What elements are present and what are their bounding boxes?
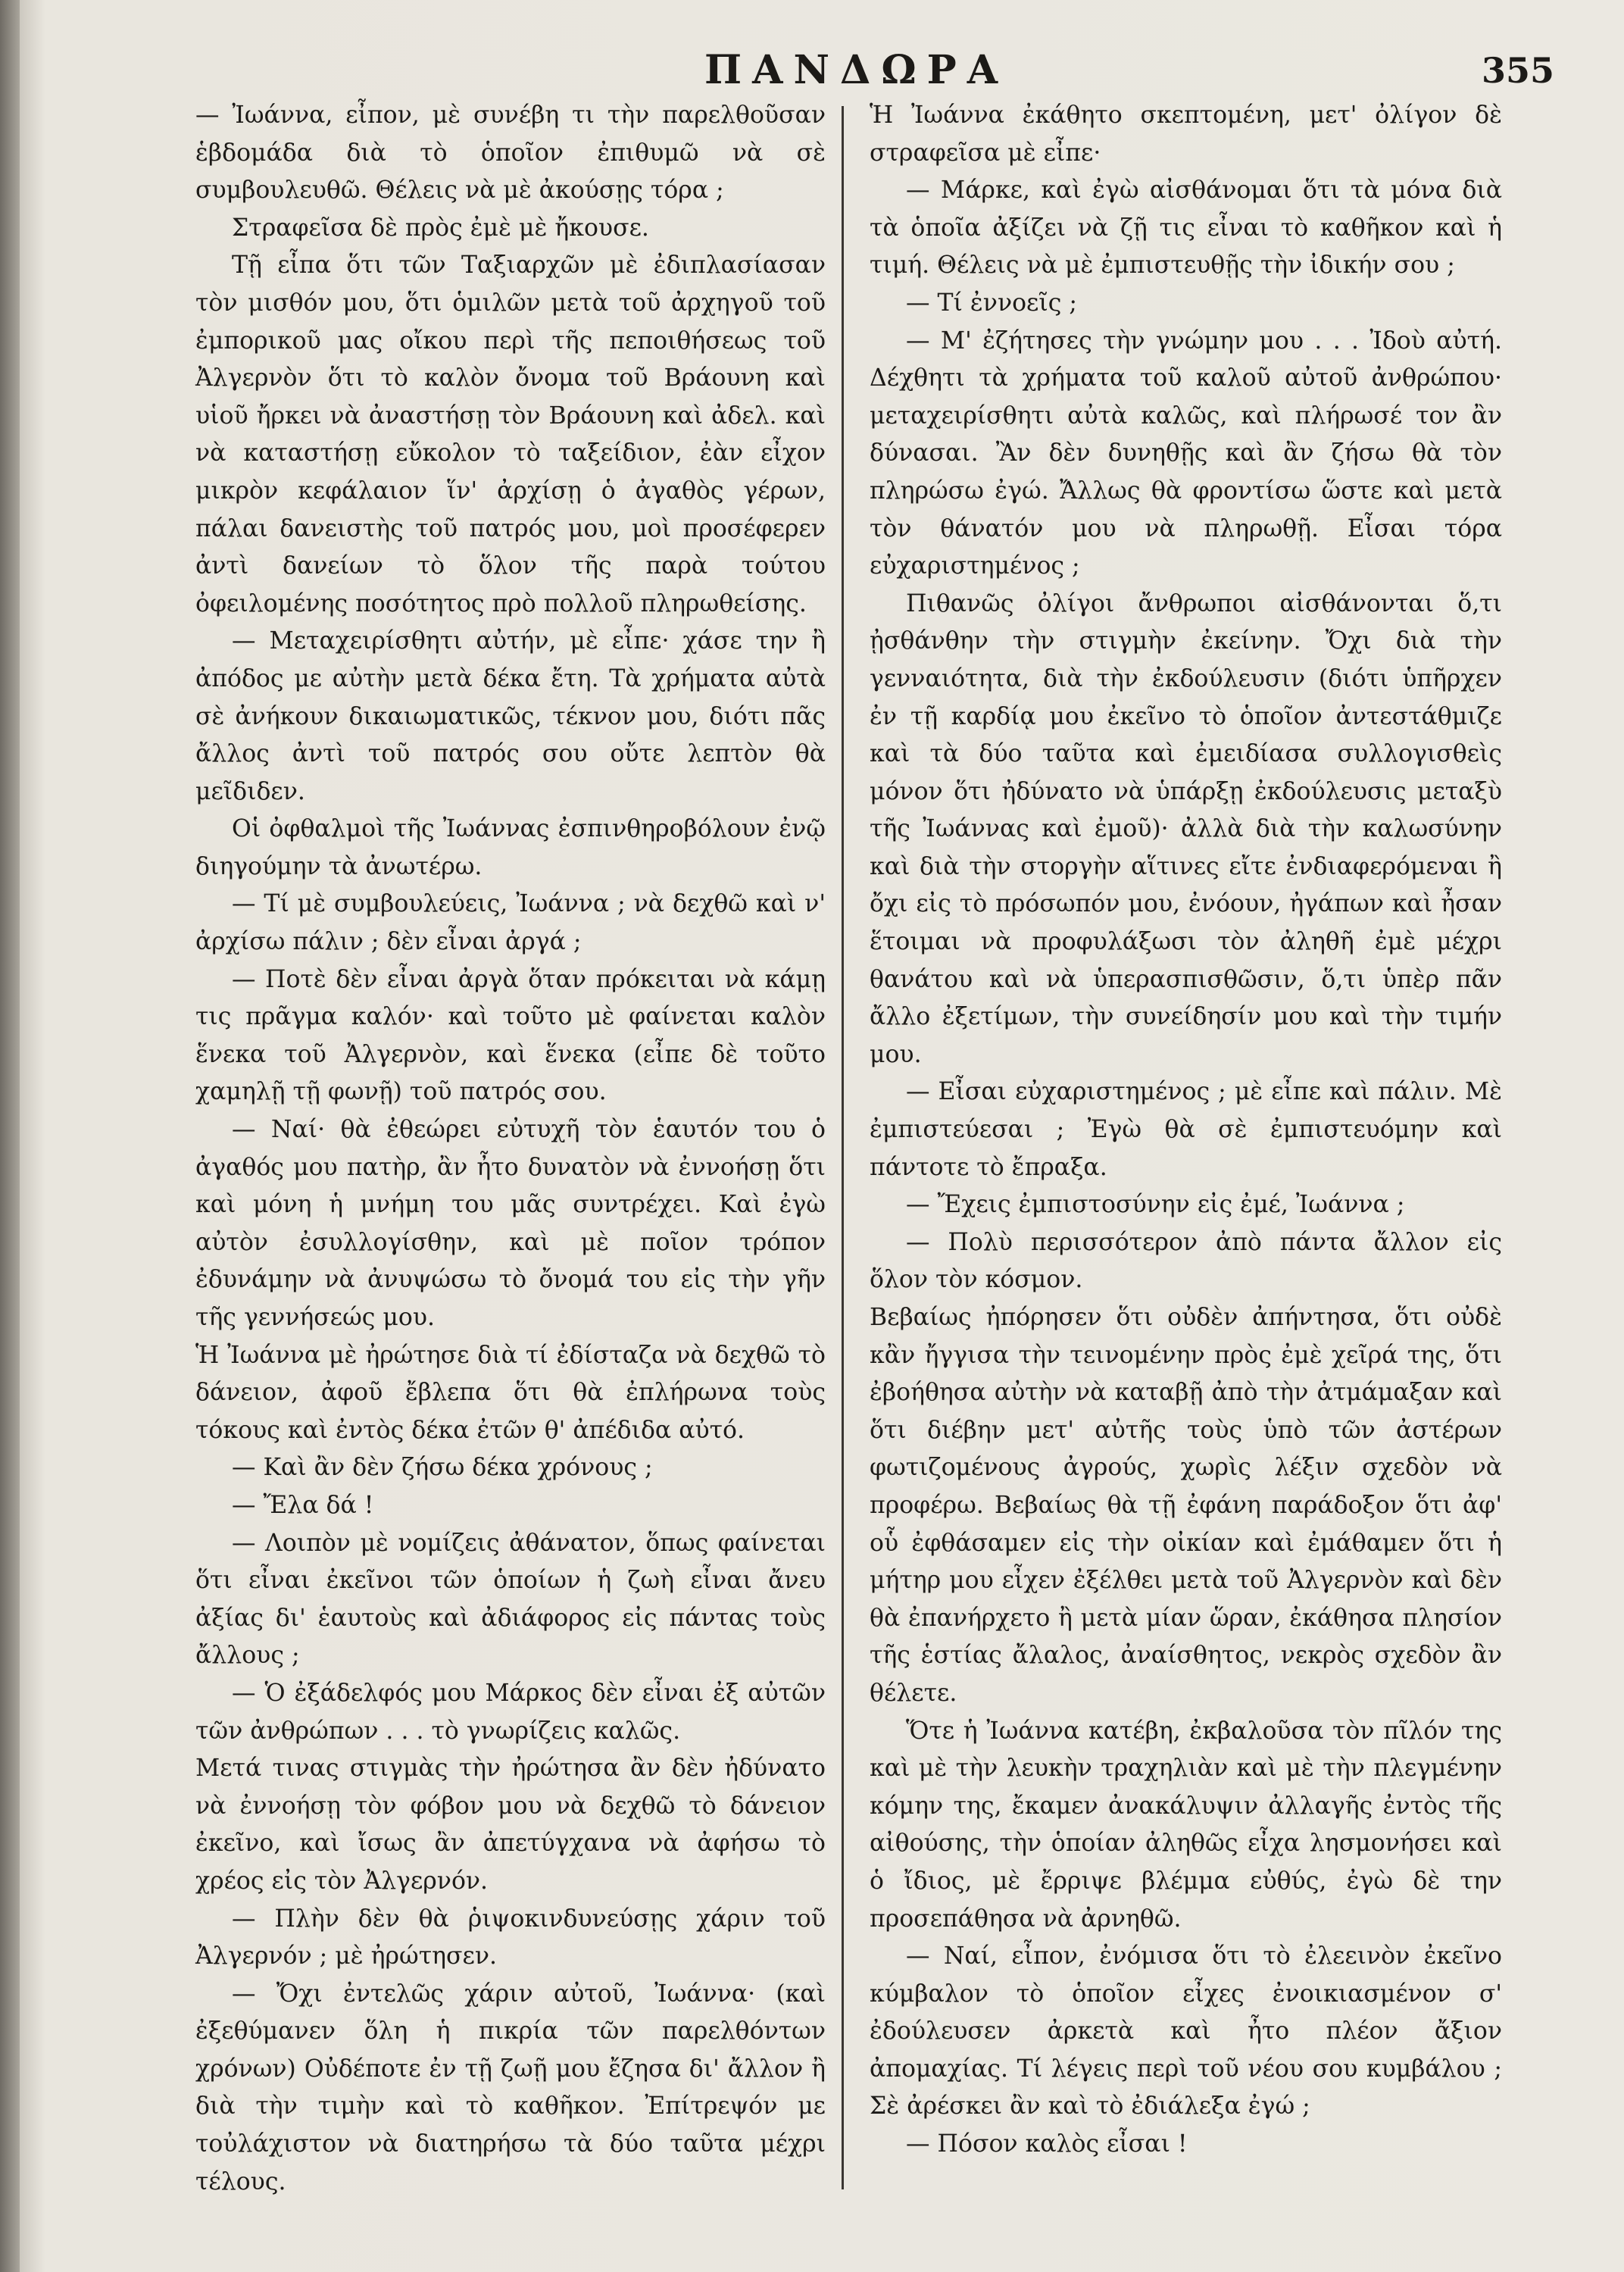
- paragraph: — Ὁ ἐξάδελφός μου Μάρκος δὲν εἶναι ἐξ αὐτῶν τῶν ἀνθρώπων . . . τὸ γνωρίζεις καλῶς.: [195, 1679, 826, 1745]
- paragraph: — Τί ἐννοεῖς ;: [906, 289, 1077, 317]
- paragraph: — Ναί, εἶπον, ἐνόμισα ὅτι τὸ ἐλεεινὸν ἐκεῖνο κύμβαλον τὸ ὁποῖον εἶχες ἐνοικιασμένον σ' ἐδούλευσεν ἀρκετὰ καὶ ἦτο πλέον ἄξιον ἀπομαχίας. Τί λέγεις περὶ τοῦ νέου σου κυμβάλου ; Σὲ ἀρέσκει ἂν καὶ τὸ ἐδιάλεξα ἐγώ ;: [870, 1942, 1502, 2120]
- paragraph: Στραφεῖσα δὲ πρὸς ἐμὲ μὲ ἤκουσε.: [232, 214, 649, 242]
- column-divider: [842, 106, 844, 2189]
- paragraph: Ἡ Ἰωάννα μὲ ἠρώτησε διὰ τί ἐδίσταζα νὰ δεχθῶ τὸ δάνειον, ἀφοῦ ἔβλεπα ὅτι θὰ ἐπλήρωνα τοὺς τόκους καὶ ἐντὸς δέκα ἐτῶν θ' ἀπέδιδα αὐτό.: [195, 1341, 826, 1444]
- right-column: [870, 97, 1502, 2233]
- paragraph: — Πόσον καλὸς εἶσαι !: [906, 2130, 1188, 2158]
- paragraph: Ὅτε ἡ Ἰωάννα κατέβη, ἐκβαλοῦσα τὸν πῖλόν της καὶ μὲ τὴν λευκὴν τραχηλιὰν καὶ μὲ τὴν πλεγμένην κόμην της, ἔκαμεν ἀνακάλυψιν ἀλλαγῆς ἐντὸς τῆς αἰθούσης, τὴν ὁποίαν ἀληθῶς εἶχα λησμονήσει καὶ ὁ ἴδιος, μὲ ἔρριψε βλέμμα εὐθύς, ἐγὼ δὲ την προσεπάθησα νὰ ἀρνηθῶ.: [870, 1717, 1502, 1933]
- paragraph: — Μ' ἐζήτησες τὴν γνώμην μου . . . Ἰδοὺ αὐτή. Δέχθητι τὰ χρήματα τοῦ καλοῦ αὐτοῦ ἀνθρώπου· μεταχειρίσθητι αὐτὰ καλῶς, καὶ πλήρωσέ τον ἂν δύνασαι. Ἂν δὲν δυνηθῇς καὶ ἂν ζήσω θὰ τὸν πληρώσω ἐγώ. Ἄλλως θὰ φροντίσω ὥστε καὶ μετὰ τὸν θάνατόν μου νὰ πληρωθῇ. Εἶσαι τόρα εὐχαριστημένος ;: [870, 327, 1502, 580]
- paragraph: Οἱ ὀφθαλμοὶ τῆς Ἰωάννας ἐσπινθηροβόλουν ἐνῷ διηγούμην τὰ ἀνωτέρω.: [195, 815, 826, 880]
- page-header: [0, 39, 1624, 100]
- paragraph: Πιθανῶς ὀλίγοι ἄνθρωποι αἰσθάνονται ὅ,τι ᾐσθάνθην τὴν στιγμὴν ἐκείνην. Ὄχι διὰ τὴν γενναιότητα, διὰ τὴν ἐκδούλευσιν (διότι ὑπῆρχεν ἐν τῇ καρδίᾳ μου ἐκεῖνο τὸ ὁποῖον ἀντεστάθμιζε καὶ τὰ δύο ταῦτα καὶ ἐμειδίασα συλλογισθεὶς μόνον ὅτι ἠδύνατο νὰ ὑπάρξῃ ἐκδούλευσις μεταξὺ τῆς Ἰωάννας καὶ ἐμοῦ)· ἀλλὰ διὰ τὴν καλωσύνην καὶ διὰ τὴν στοργὴν αἵτινες εἴτε ἐνδιαφερόμεναι ἢ ὄχι εἰς τὸ πρόσωπόν μου, ἐνόουν, ἠγάπων καὶ ἦσαν ἕτοιμαι νὰ προφυλάξωσι τὸν ἀληθῆ ἐμὲ μέχρι θανάτου καὶ νὰ ὑπερασπισθῶσιν, ὅ,τι ὑπὲρ πᾶν ἄλλο ἐξετίμων, τὴν συνείδησίν μου καὶ τὴν τιμήν μου.: [870, 589, 1502, 1068]
- paragraph: Βεβαίως ἠπόρησεν ὅτι οὐδὲν ἀπήντησα, ὅτι οὐδὲ κἂν ἤγγισα τὴν τεινομένην πρὸς ἐμὲ χεῖρά της, ὅτι ἐβοήθησα αὐτὴν νὰ καταβῇ ἀπὸ τὴν ἀτμάμαξαν καὶ ὅτι διέβην μετ' αὐτῆς τοὺς ὑπὸ τῶν ἀστέρων φωτιζομένους ἀγρούς, χωρὶς λέξιν σχεδὸν νὰ προφέρω. Βεβαίως θὰ τῇ ἐφάνη παράδοξον ὅτι ἀφ' οὗ ἐφθάσαμεν εἰς τὴν οἰκίαν καὶ ἐμάθαμεν ὅτι ἡ μήτηρ μου εἶχεν ἐξέλθει μετὰ τοῦ Ἀλγερνὸν καὶ δὲν θὰ ἐπανήρχετο ἢ μετὰ μίαν ὥραν, ἐκάθησα πλησίον τῆς ἑστίας ἄλαλος, ἀναίσθητος, νεκρὸς σχεδὸν ἂν θέλετε.: [870, 1304, 1502, 1707]
- paragraph: Μετά τινας στιγμὰς τὴν ἠρώτησα ἂν δὲν ἠδύνατο νὰ ἐννοήσῃ τὸν φόβον μου νὰ δεχθῶ τὸ δάνειον ἐκεῖνο, καὶ ἴσως ἂν ἀπετύγχανα νὰ ἀφήσω τὸ χρέος εἰς τὸν Ἀλγερνόν.: [195, 1755, 826, 1895]
- journal-title: ΠΑΝΔΩΡΑ: [704, 47, 1009, 93]
- paragraph: — Λοιπὸν μὲ νομίζεις ἀθάνατον, ὅπως φαίνεται ὅτι εἶναι ἐκεῖνοι τῶν ὁποίων ἡ ζωὴ εἶναι ἄνευ ἀξίας δι' ἑαυτοὺς καὶ ἀδιάφορος εἰς πάντας τοὺς ἄλλους ;: [195, 1529, 826, 1670]
- paragraph: — Καὶ ἂν δὲν ζήσω δέκα χρόνους ;: [232, 1454, 653, 1482]
- paragraph: — Πλὴν δὲν θὰ ῥιψοκινδυνεύσῃς χάριν τοῦ Ἀλγερνόν ; μὲ ἠρώτησεν.: [195, 1905, 826, 1970]
- paragraph: — Ἔχεις ἐμπιστοσύνην εἰς ἐμέ, Ἰωάννα ;: [906, 1191, 1405, 1219]
- paragraph: — Ἰωάννα, εἶπον, μὲ συνέβη τι τὴν παρελθοῦσαν ἑβδομάδα διὰ τὸ ὁποῖον ἐπιθυμῶ νὰ σὲ συμβουλευθῶ. Θέλεις νὰ μὲ ἀκούσῃς τόρα ;: [195, 102, 826, 205]
- page-number: 355: [1481, 50, 1554, 91]
- paragraph: — Μεταχειρίσθητι αὐτήν, μὲ εἶπε· χάσε την ἢ ἀπόδος με αὐτὴν μετὰ δέκα ἔτη. Τὰ χρήματα αὐτὰ σὲ ἀνήκουν δικαιωματικῶς, τέκνον μου, διότι πᾶς ἄλλος ἀντὶ τοῦ πατρός σου οὔτε λεπτὸν θὰ μεῖδιδεν.: [195, 627, 826, 805]
- paragraph: — Ἔλα δά !: [232, 1491, 374, 1519]
- paragraph: — Τί μὲ συμβουλεύεις, Ἰωάννα ; νὰ δεχθῶ καὶ ν' ἀρχίσω πάλιν ; δὲν εἶναι ἀργά ;: [195, 890, 826, 956]
- paragraph: — Πολὺ περισσότερον ἀπὸ πάντα ἄλλον εἰς ὅλον τὸν κόσμον.: [870, 1228, 1502, 1294]
- paragraph: Ἡ Ἰωάννα ἐκάθητο σκεπτομένη, μετ' ὀλίγον δὲ στραφεῖσα μὲ εἶπε·: [870, 102, 1502, 167]
- left-column: [195, 97, 826, 2233]
- paragraph: — Μάρκε, καὶ ἐγὼ αἰσθάνομαι ὅτι τὰ μόνα διὰ τὰ ὁποῖα ἀξίζει νὰ ζῇ τις εἶναι τὸ καθῆκον καὶ ἡ τιμή. Θέλεις νὰ μὲ ἐμπιστευθῇς τὴν ἰδικήν σου ;: [870, 177, 1502, 280]
- paragraph: — Ὄχι ἐντελῶς χάριν αὐτοῦ, Ἰωάννα· (καὶ ἐξεθύμανεν ὅλη ἡ πικρία τῶν παρελθόντων χρόνων) Οὐδέποτε ἐν τῇ ζωῇ μου ἔζησα δι' ἄλλον ἢ διὰ τὴν τιμὴν καὶ τὸ καθῆκον. Ἐπίτρεψόν με τοὐλάχιστον νὰ διατηρήσω τὰ δύο ταῦτα μέχρι τέλους.: [195, 1980, 826, 2195]
- paragraph: — Ναί· θὰ ἐθεώρει εὐτυχῆ τὸν ἑαυτόν του ὁ ἀγαθός μου πατὴρ, ἂν ἦτο δυνατὸν νὰ ἐννοήσῃ ὅτι καὶ μόνη ἡ μνήμη του μᾶς συντρέχει. Καὶ ἐγὼ αὐτὸν ἐσυλλογίσθην, καὶ μὲ ποῖον τρόπον ἐδυνάμην νὰ ἀνυψώσω τὸ ὄνομά του εἰς τὴν γῆν τῆς γεννήσεώς μου.: [195, 1116, 826, 1331]
- paragraph: — Εἶσαι εὐχαριστημένος ; μὲ εἶπε καὶ πάλιν. Μὲ ἐμπιστεύεσαι ; Ἐγὼ θὰ σὲ ἐμπιστευόμην καὶ πάντοτε τὸ ἔπραξα.: [870, 1078, 1502, 1181]
- paragraph: — Ποτὲ δὲν εἶναι ἀργὰ ὅταν πρόκειται νὰ κάμῃ τις πρᾶγμα καλόν· καὶ τοῦτο μὲ φαίνεται καλὸν ἕνεκα τοῦ Ἀλγερνὸν, καὶ ἕνεκα (εἶπε δὲ τοῦτο χαμηλῇ τῇ φωνῇ) τοῦ πατρός σου.: [195, 965, 826, 1106]
- paragraph: Τῇ εἶπα ὅτι τῶν Ταξιαρχῶν μὲ ἐδιπλασίασαν τὸν μισθόν μου, ὅτι ὁμιλῶν μετὰ τοῦ ἀρχηγοῦ τοῦ ἐμπορικοῦ μας οἴκου περὶ τῆς πεποιθήσεως τοῦ Ἀλγερνὸν ὅτι τὸ καλὸν ὄνομα τοῦ Βράουνη καὶ υἱοῦ ἤρκει νὰ ἀναστήσῃ τὸν Βράουνη καὶ ἀδελ. καὶ νὰ καταστήσῃ εὔκολον τὸ ταξείδιον, ἐὰν εἶχον μικρὸν κεφάλαιον ἵν' ἀρχίσῃ ὁ ἀγαθὸς γέρων, πάλαι δανειστὴς τοῦ πατρός μου, μοὶ προσέφερεν ἀντὶ δανείων τὸ ὅλον τῆς παρὰ τούτου ὀφειλομένης ποσότητος πρὸ πολλοῦ πληρωθείσης.: [195, 252, 826, 617]
- book-binding-edge: [0, 0, 20, 2272]
